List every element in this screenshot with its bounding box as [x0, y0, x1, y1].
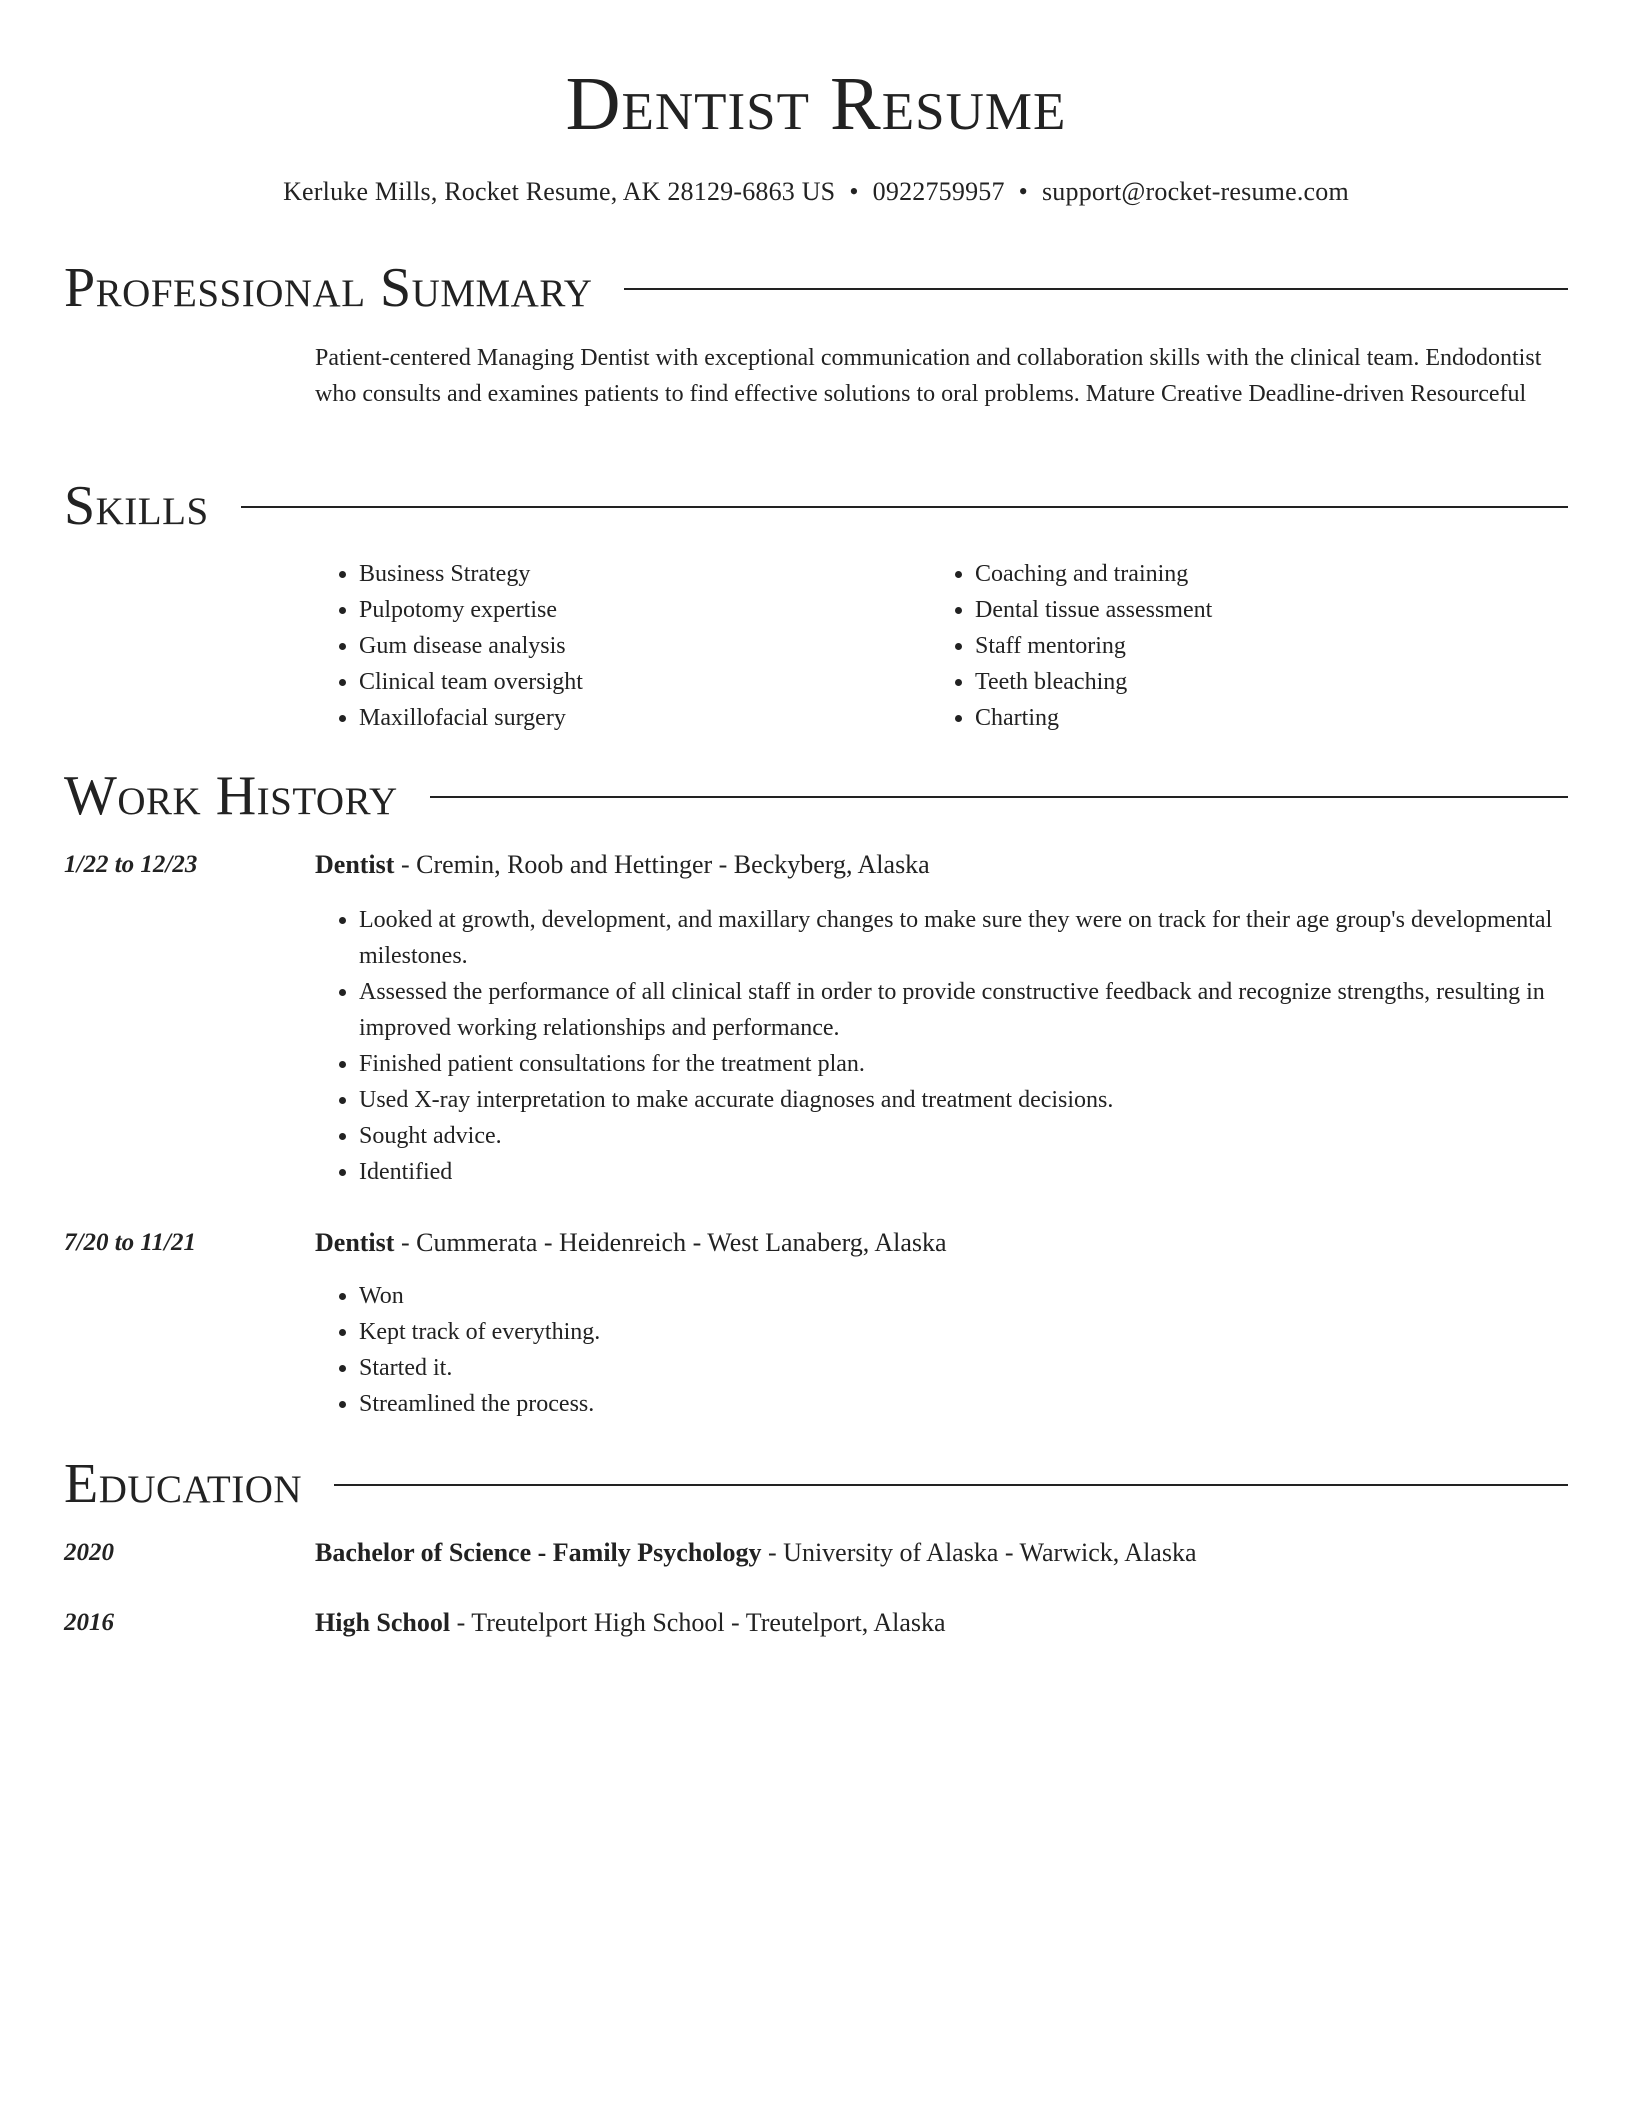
job-title: Dentist — [315, 1228, 395, 1257]
skill-item: • Business Strategy — [359, 556, 919, 592]
skill-item: • Gum disease analysis — [359, 628, 919, 664]
skill-item: • Charting — [975, 700, 1575, 736]
skill-item: • Dental tissue assessment — [975, 592, 1575, 628]
skills-heading: Skills — [64, 475, 209, 537]
skill-item: • Pulpotomy expertise — [359, 592, 919, 628]
work-heading: Work History — [64, 765, 398, 827]
education-details: - University of Alaska - Warwick, Alaska — [761, 1538, 1197, 1567]
resume-title: Dentist Resume — [565, 62, 1067, 146]
work-section-header — [64, 762, 1568, 830]
contact-address: Kerluke Mills, Rocket Resume, AK 28129-6863 US — [283, 177, 836, 206]
job-bullet: • Used X-ray interpretation to make accurate diagnoses and treatment decisions. — [359, 1082, 1568, 1118]
job-bullet: • Looked at growth, development, and maxillary changes to make sure they were on track for their age group's developmental milestones. — [359, 902, 1568, 974]
education-entry — [315, 1535, 1568, 1571]
skill-item: • Clinical team oversight — [359, 664, 919, 700]
education-section-header — [64, 1450, 1568, 1518]
job-bullet: • Won — [359, 1278, 1568, 1314]
education-year: 2016 — [64, 1609, 114, 1636]
skill-item: • Maxillofacial surgery — [359, 700, 919, 736]
contact-separator: • — [1018, 177, 1028, 206]
job-bullet: • Assessed the performance of all clinical staff in order to provide constructive feedback and recognize strengths, resulting in improved working relationships and performance. — [359, 974, 1568, 1046]
skills-list-right — [931, 556, 1575, 736]
job-heading — [315, 1225, 1568, 1261]
job-dates: 1/22 to 12/23 — [64, 851, 198, 878]
job-dates: 7/20 to 11/21 — [64, 1229, 196, 1256]
skill-item: • Teeth bleaching — [975, 664, 1575, 700]
job-details: - Cummerata - Heidenreich - West Lanaberg, Alaska — [394, 1228, 947, 1257]
contact-email: support@rocket-resume.com — [1041, 177, 1349, 206]
skills-section-header — [64, 472, 1568, 540]
skill-item: • Coaching and training — [975, 556, 1575, 592]
summary-heading: Professional Summary — [64, 257, 593, 319]
summary-text: Patient-centered Managing Dentist with exceptional communication and collaboration skills with the clinical team. Endodontist who consults and examines patients to find effective solutions to oral problems. Mature Creative Deadline-driven Resourceful — [315, 345, 1542, 407]
education-year: 2020 — [64, 1539, 114, 1566]
education-entry — [315, 1605, 1568, 1641]
skill-item: • Staff mentoring — [975, 628, 1575, 664]
contact-phone: 0922759957 — [872, 177, 1005, 206]
section-divider — [624, 288, 1568, 290]
job-bullets — [315, 1278, 1568, 1422]
skills-list-left — [315, 556, 919, 736]
job-bullet: • Started it. — [359, 1350, 1568, 1386]
job-bullet: • Sought advice. — [359, 1118, 1568, 1154]
education-degree: Bachelor of Science - Family Psychology — [315, 1538, 762, 1567]
contact-line — [0, 174, 1632, 210]
job-title: Dentist — [315, 850, 395, 879]
job-bullet: • Kept track of everything. — [359, 1314, 1568, 1350]
education-details: - Treutelport High School - Treutelport, Alaska — [450, 1608, 946, 1637]
education-heading: Education — [64, 1453, 303, 1515]
contact-separator: • — [849, 177, 859, 206]
job-bullets — [315, 902, 1568, 1190]
section-divider — [241, 506, 1568, 508]
job-bullet: • Identified — [359, 1154, 1568, 1190]
section-divider — [430, 796, 1568, 798]
section-divider — [334, 1484, 1568, 1486]
job-heading — [315, 847, 1568, 883]
summary-section-header — [64, 254, 1568, 322]
education-degree: High School — [315, 1608, 451, 1637]
job-bullet: • Streamlined the process. — [359, 1386, 1568, 1422]
job-details: - Cremin, Roob and Hettinger - Beckyberg, Alaska — [394, 850, 930, 879]
job-bullet: • Finished patient consultations for the treatment plan. — [359, 1046, 1568, 1082]
